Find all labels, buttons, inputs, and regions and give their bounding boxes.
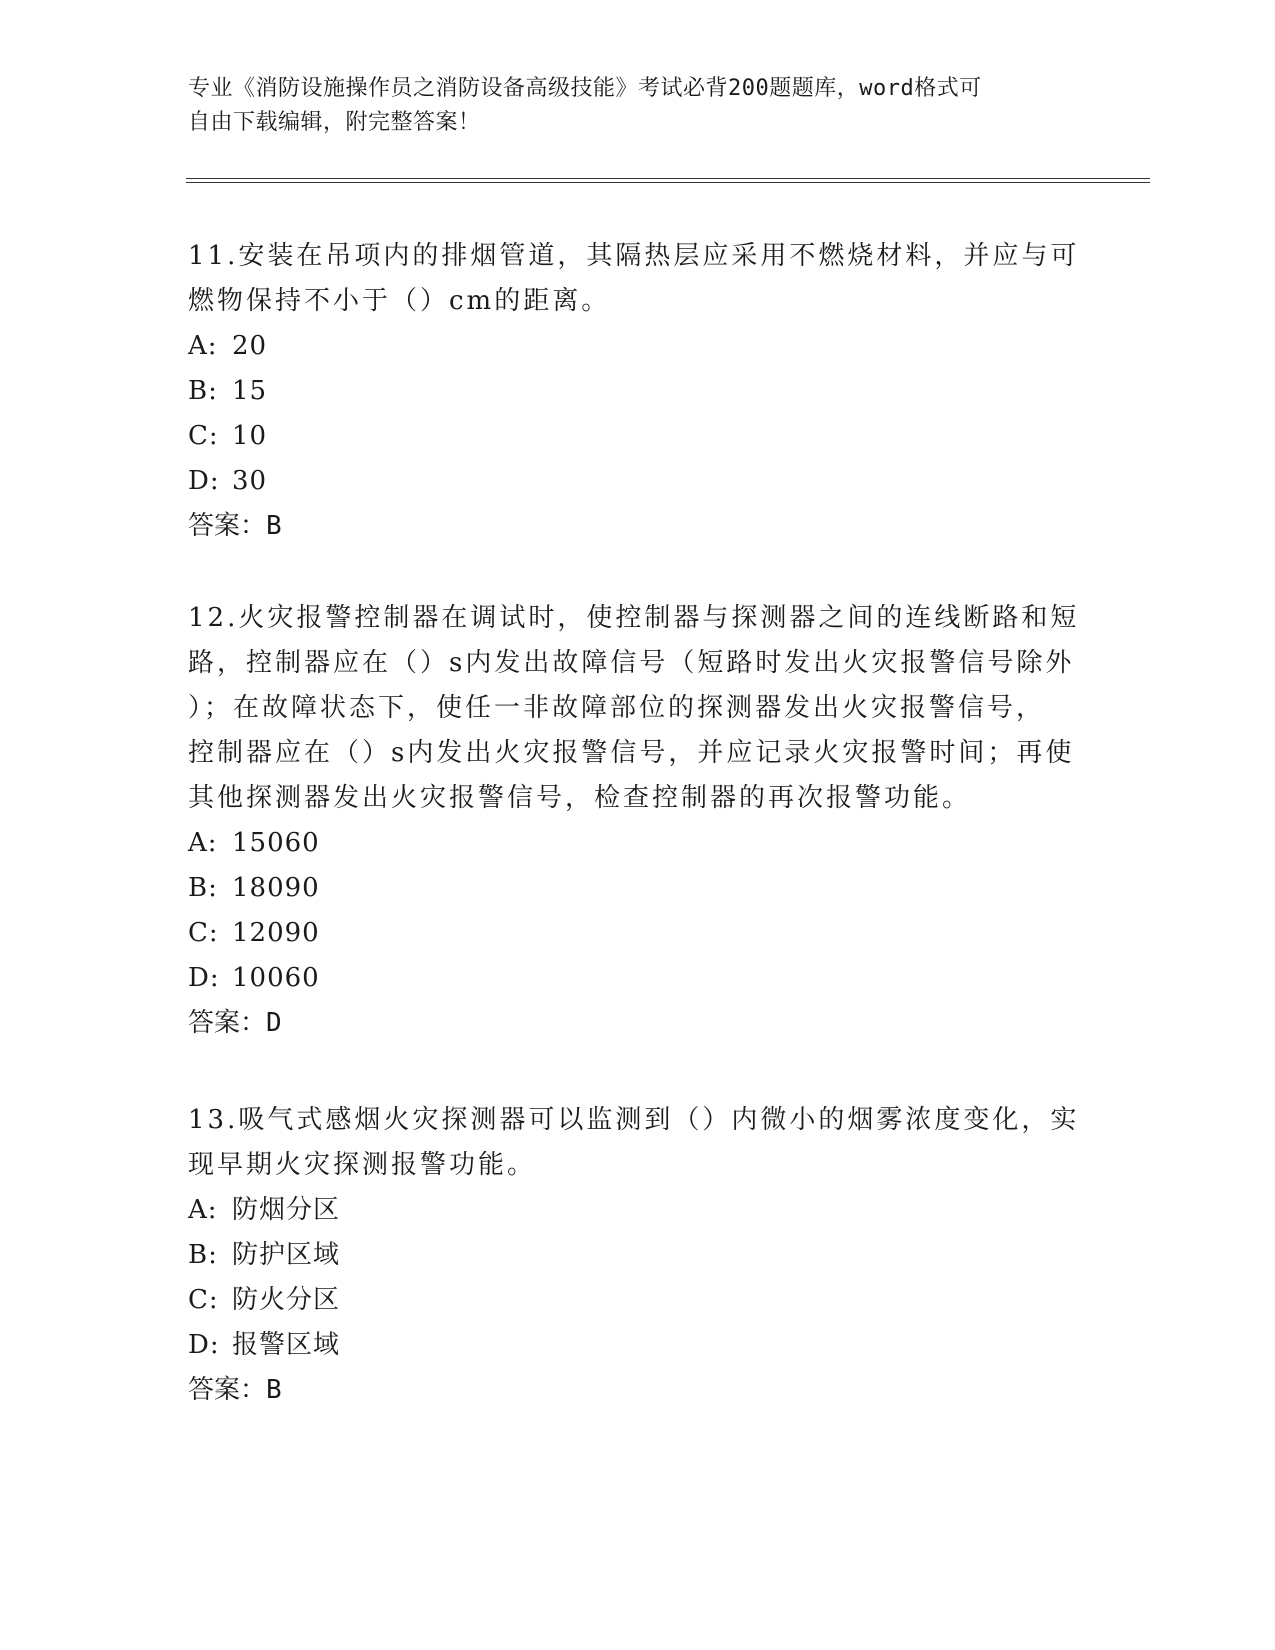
question-13 bbox=[188, 1098, 1088, 1413]
option-text: 20 bbox=[232, 331, 268, 361]
option-text: 防护区域 bbox=[232, 1240, 341, 1270]
option-a bbox=[188, 1188, 1088, 1233]
answer: 答案：B bbox=[188, 511, 282, 541]
option-text: 防火分区 bbox=[232, 1285, 341, 1315]
option-letter: A: bbox=[188, 828, 218, 858]
option-text: 10060 bbox=[232, 963, 320, 993]
header-line-2: 自由下载编辑，附完整答案！ bbox=[188, 110, 481, 135]
option-a bbox=[188, 821, 1088, 866]
option-b bbox=[188, 866, 1088, 911]
option-c bbox=[188, 414, 1088, 459]
question-line: 13.吸气式感烟火灾探测器可以监测到（）内微小的烟雾浓度变化，实 bbox=[188, 1105, 1080, 1135]
option-letter: D: bbox=[188, 1330, 220, 1360]
option-letter: A: bbox=[188, 331, 218, 361]
option-letter: C: bbox=[188, 918, 219, 948]
option-text: 30 bbox=[232, 466, 268, 496]
option-text: 18090 bbox=[232, 873, 320, 903]
option-letter: C: bbox=[188, 421, 219, 451]
option-b bbox=[188, 1233, 1088, 1278]
option-text: 报警区域 bbox=[232, 1330, 341, 1360]
option-letter: B: bbox=[188, 873, 218, 903]
option-a bbox=[188, 324, 1088, 369]
answer: 答案：B bbox=[188, 1375, 282, 1405]
option-d bbox=[188, 459, 1088, 504]
option-letter: A: bbox=[188, 1195, 218, 1225]
question-text bbox=[188, 596, 1088, 821]
document-header bbox=[188, 72, 1068, 140]
option-text: 15060 bbox=[232, 828, 320, 858]
option-letter: D: bbox=[188, 466, 220, 496]
option-d bbox=[188, 1323, 1088, 1368]
option-text: 防烟分区 bbox=[232, 1195, 341, 1225]
question-line: 其他探测器发出火灾报警信号，检查控制器的再次报警功能。 bbox=[188, 783, 972, 813]
option-text: 10 bbox=[232, 421, 268, 451]
question-text bbox=[188, 1098, 1088, 1188]
option-text: 12090 bbox=[232, 918, 320, 948]
question-line: 路，控制器应在（）s内发出故障信号（短路时发出火灾报警信号除外 bbox=[188, 648, 1075, 678]
option-d bbox=[188, 956, 1088, 1001]
option-letter: B: bbox=[188, 1240, 218, 1270]
option-letter: B: bbox=[188, 376, 218, 406]
header-line-1: 专业《消防设施操作员之消防设备高级技能》考试必背200题题库，word格式可 bbox=[188, 76, 982, 101]
option-b bbox=[188, 369, 1088, 414]
question-12 bbox=[188, 596, 1088, 1046]
option-letter: D: bbox=[188, 963, 220, 993]
question-line: 现早期火灾探测报警功能。 bbox=[188, 1150, 537, 1180]
header-divider-bottom bbox=[186, 182, 1150, 183]
question-line: 12.火灾报警控制器在调试时，使控制器与探测器之间的连线断路和短 bbox=[188, 603, 1080, 633]
question-11 bbox=[188, 234, 1088, 549]
header-divider-top bbox=[186, 178, 1150, 179]
question-line: 燃物保持不小于（）cm的距离。 bbox=[188, 286, 611, 316]
option-text: 15 bbox=[232, 376, 268, 406]
question-line: 11.安装在吊项内的排烟管道，其隔热层应采用不燃烧材料，并应与可 bbox=[188, 241, 1080, 271]
answer: 答案：D bbox=[188, 1008, 282, 1038]
question-text bbox=[188, 234, 1088, 324]
option-letter: C: bbox=[188, 1285, 219, 1315]
question-line: 控制器应在（）s内发出火灾报警信号，并应记录火灾报警时间；再使 bbox=[188, 738, 1075, 768]
option-c bbox=[188, 911, 1088, 956]
question-line: ）；在故障状态下，使任一非故障部位的探测器发出火灾报警信号， bbox=[188, 693, 1046, 723]
option-c bbox=[188, 1278, 1088, 1323]
